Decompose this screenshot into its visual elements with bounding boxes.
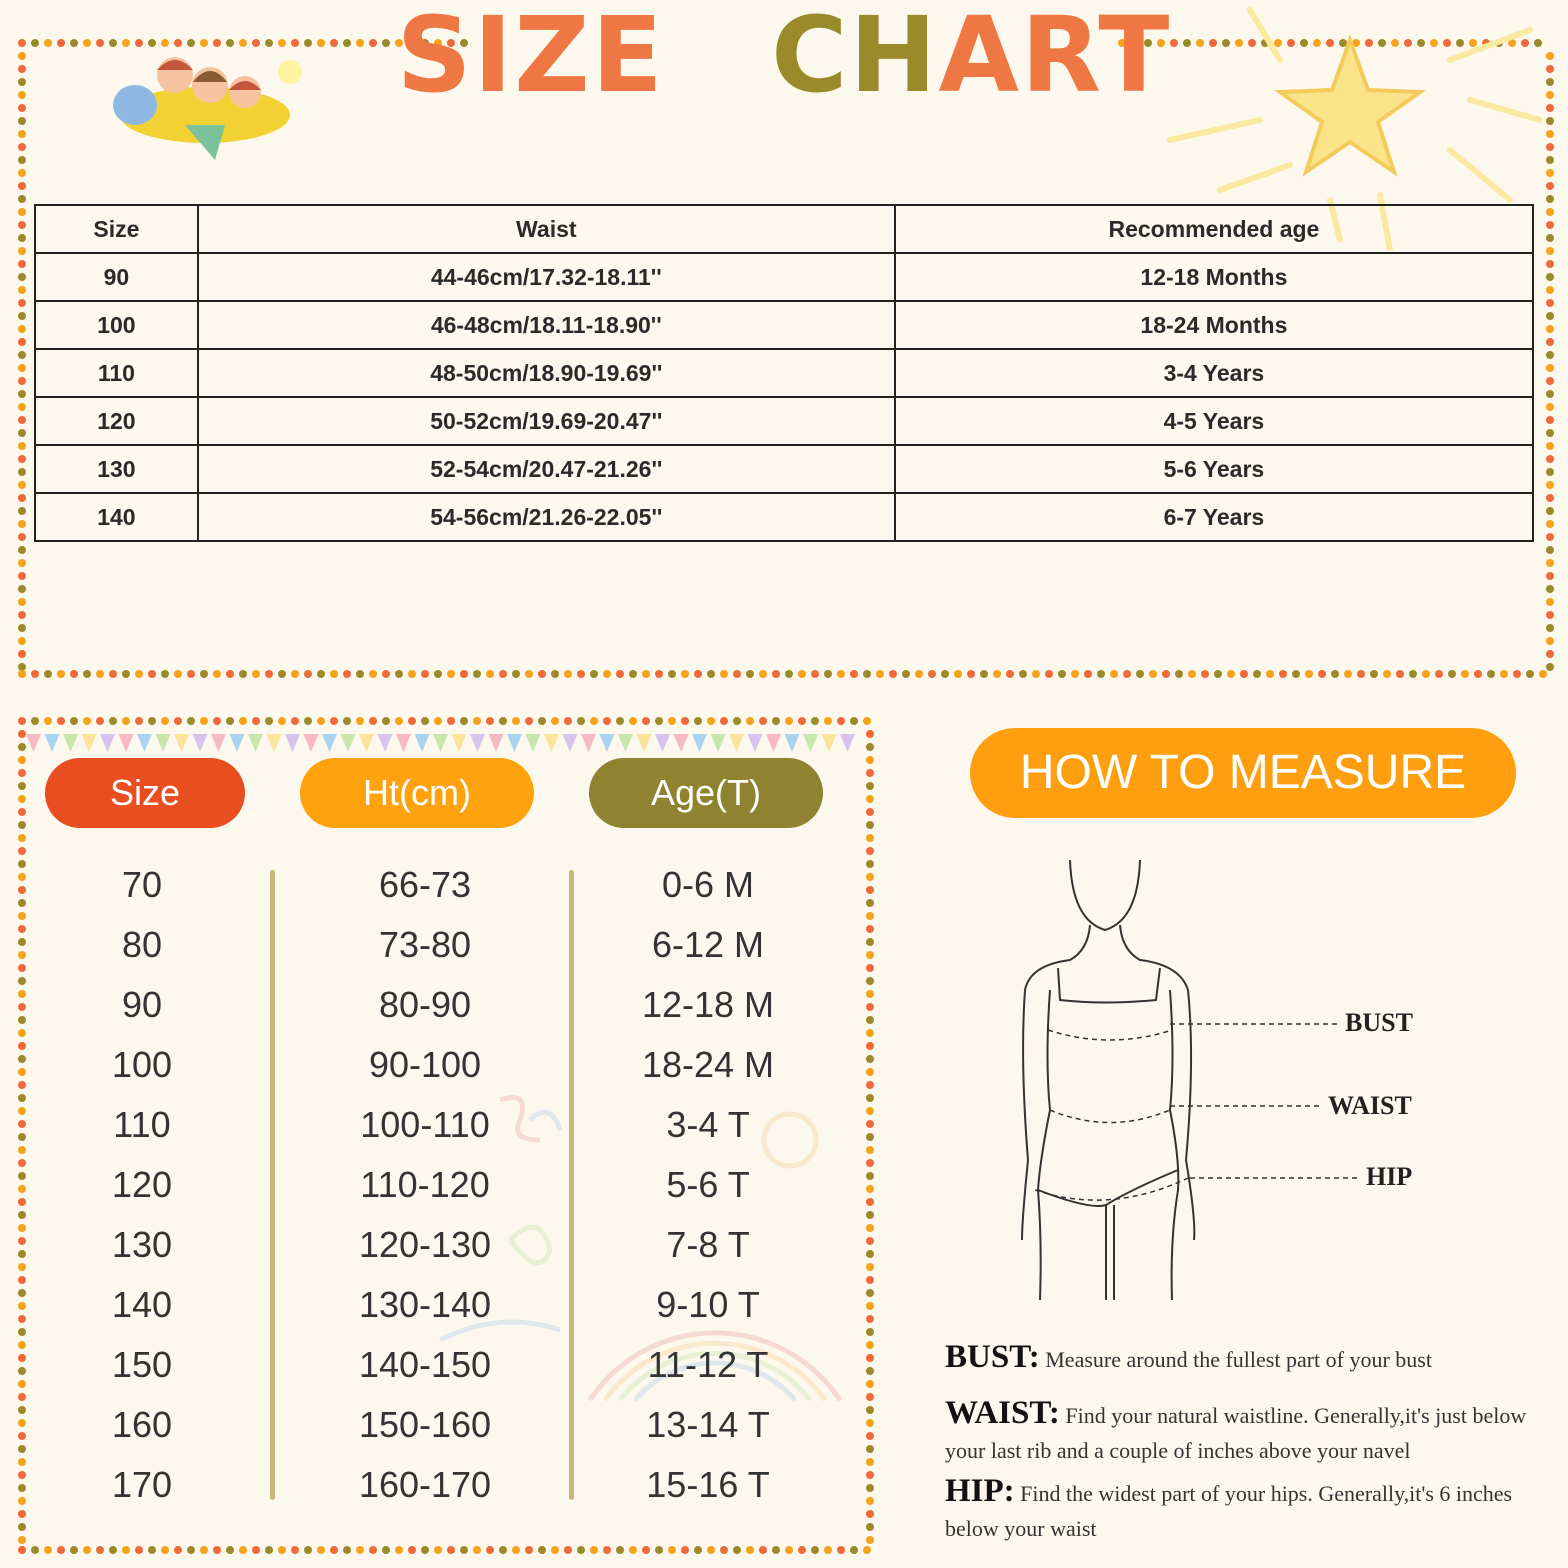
hip-label: HIP [1366,1162,1413,1191]
table-header-waist: Waist [198,205,895,253]
title-part-ch: CH [771,0,939,116]
table-row [35,445,1533,493]
height-value: 150-160 [358,1404,492,1445]
height-value: 66-73 [378,864,472,905]
age-value: 3-4 T [666,1104,750,1145]
bust-note-text: Measure around the fullest part of your bust [1045,1347,1432,1372]
table-cell-age: 5-6 Years [895,445,1533,493]
table-row [35,493,1533,541]
table-cell-age: 12-18 Months [895,253,1533,301]
hip-note [945,1474,1545,1546]
table-cell-size: 110 [35,349,198,397]
table-header-size: Size [35,205,198,253]
age-value: 15-16 T [646,1464,770,1505]
height-value: 73-80 [378,924,472,965]
height-value: 130-140 [358,1284,492,1325]
table-header-age: Recommended age [895,205,1533,253]
column-divider-2 [569,870,574,1500]
title-part-size: SIZE [396,0,665,116]
size-value: 130 [111,1224,173,1265]
height-value: 100-110 [360,1104,490,1145]
height-value: 120-130 [358,1224,492,1265]
age-value: 9-10 T [656,1284,760,1325]
waist-note-text: Find your natural waistline. Generally,it's just below your last rib and a couple of inches above your navel [945,1403,1527,1463]
age-value: 7-8 T [666,1224,750,1265]
table-cell-waist: 50-52cm/19.69-20.47'' [198,397,895,445]
table-cell-size: 90 [35,253,198,301]
size-value: 160 [111,1404,173,1445]
age-value: 11-12 T [647,1344,769,1385]
table-row [35,301,1533,349]
age-value: 0-6 M [661,864,755,905]
size-value: 140 [111,1284,173,1325]
hip-note-title: HIP: [945,1473,1015,1509]
age-value: 5-6 T [666,1164,750,1205]
age-header-pill: Age(T) [589,758,823,828]
size-value: 150 [111,1344,173,1385]
size-header-pill: Size [45,758,245,828]
age-value: 12-18 M [641,984,775,1025]
size-value: 90 [121,984,163,1025]
waist-note [945,1396,1545,1468]
size-value: 170 [111,1464,173,1505]
height-value: 140-150 [358,1344,492,1385]
table-cell-age: 18-24 Months [895,301,1533,349]
table-cell-age: 4-5 Years [895,397,1533,445]
table-cell-size: 140 [35,493,198,541]
table-cell-size: 100 [35,301,198,349]
size-table [34,204,1534,542]
table-cell-age: 6-7 Years [895,493,1533,541]
bust-label: BUST [1345,1008,1413,1037]
table-cell-waist: 46-48cm/18.11-18.90'' [198,301,895,349]
height-header-pill: Ht(cm) [300,758,534,828]
column-divider-1 [270,870,275,1500]
table-cell-waist: 52-54cm/20.47-21.26'' [198,445,895,493]
size-value: 110 [113,1104,171,1145]
table-cell-size: 130 [35,445,198,493]
height-value: 110-120 [360,1164,490,1205]
bust-note-title: BUST: [945,1339,1040,1375]
table-cell-waist: 54-56cm/21.26-22.05'' [198,493,895,541]
height-value: 90-100 [368,1044,482,1085]
how-to-measure-banner: HOW TO MEASURE [970,728,1516,818]
table-cell-age: 3-4 Years [895,349,1533,397]
table-cell-waist: 44-46cm/17.32-18.11'' [198,253,895,301]
table-row [35,349,1533,397]
title-part-art: ART [938,0,1172,116]
waist-label: WAIST [1328,1091,1412,1120]
age-value: 6-12 M [651,924,765,965]
hip-note-text: Find the widest part of your hips. Generally,it's 6 inches below your waist [945,1481,1513,1541]
table-row [35,253,1533,301]
height-value: 160-170 [358,1464,492,1505]
bust-note [945,1340,1545,1377]
size-value: 70 [121,864,163,905]
age-value: 18-24 M [641,1044,775,1085]
table-cell-size: 120 [35,397,198,445]
table-row [35,397,1533,445]
table-header-row [35,205,1533,253]
table-cell-waist: 48-50cm/18.90-19.69'' [198,349,895,397]
waist-note-title: WAIST: [945,1395,1060,1431]
size-value: 80 [121,924,163,965]
size-value: 100 [111,1044,173,1085]
page-title [0,0,1568,116]
age-value: 13-14 T [646,1404,770,1445]
size-value: 120 [111,1164,173,1205]
height-value: 80-90 [378,984,472,1025]
